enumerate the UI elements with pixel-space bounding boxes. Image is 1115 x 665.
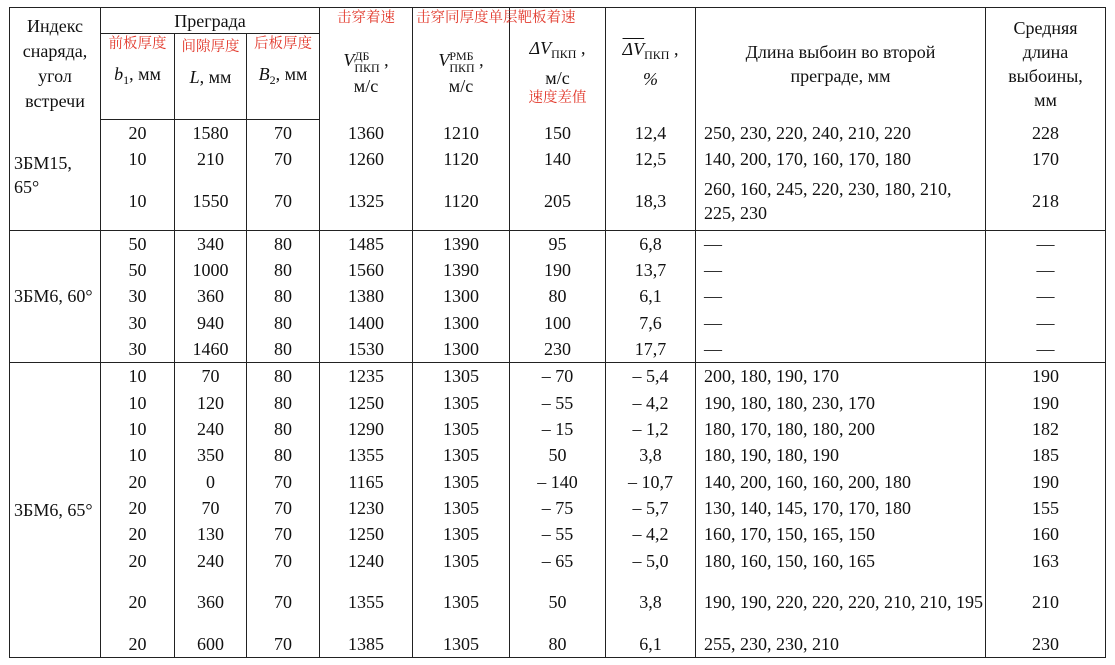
dvp-sub: ПКП [644, 47, 670, 62]
crater-lengths-cell: 260, 160, 245, 220, 230, 180, 210, 225, 230 [696, 173, 986, 231]
vdb-cell: 1260 [320, 146, 413, 172]
gap-cell: 210 [175, 146, 247, 172]
avg-length-cell: 182 [986, 416, 1106, 442]
avg-length-cell: — [986, 310, 1106, 336]
vdb-cell: 1325 [320, 173, 413, 231]
b1-cell: 10 [101, 416, 175, 442]
header-projectile-index: Индекс снаряда, угол встречи [22, 15, 88, 111]
dv-cell: – 15 [510, 416, 606, 442]
dv-percent-cell: – 4,2 [606, 521, 696, 547]
vrmb-cell: 1305 [413, 574, 510, 631]
avg-length-cell: — [986, 230, 1106, 257]
table-body [10, 120, 1106, 658]
gap-cell: 340 [175, 230, 247, 257]
dv-percent-cell: – 5,0 [606, 547, 696, 573]
table-row [10, 547, 1106, 573]
vdb-cell: 1485 [320, 230, 413, 257]
dv-percent-cell: 7,6 [606, 310, 696, 336]
gap-cell: 1000 [175, 257, 247, 283]
table-row [10, 468, 1106, 494]
dv-cell: 95 [510, 230, 606, 257]
dvp-symbol: $\overline{\Delta V}$ [622, 38, 645, 59]
dv-cell: – 55 [510, 390, 606, 416]
dv-symbol: ΔV [529, 37, 552, 58]
gap-cell: 360 [175, 574, 247, 631]
vrmb-cell: 1210 [413, 120, 510, 147]
vdb-symbol: V [343, 49, 355, 70]
avg-length-cell: — [986, 257, 1106, 283]
crater-lengths-cell: 140, 200, 170, 160, 170, 180 [696, 146, 986, 172]
group-name-cell: 3БМ6, 60° [10, 230, 101, 363]
vrmb-cell: 1305 [413, 521, 510, 547]
vrmb-annotation: 击穿同厚度单层靶板着速 [416, 10, 576, 26]
gap-cell: 70 [175, 363, 247, 390]
header-B2 [247, 34, 320, 120]
b2-cell: 80 [247, 336, 320, 363]
b1-cell: 30 [101, 336, 175, 363]
vrmb-cell: 1305 [413, 442, 510, 468]
b1-symbol: b [114, 63, 124, 84]
vdb-cell: 1230 [320, 495, 413, 521]
B2-symbol: B [258, 63, 270, 84]
avg-length-cell: 210 [986, 574, 1106, 631]
table-row [10, 390, 1106, 416]
vrmb-cell: 1305 [413, 468, 510, 494]
avg-length-cell: 190 [986, 363, 1106, 390]
avg-length-cell: — [986, 336, 1106, 363]
dv-cell: 100 [510, 310, 606, 336]
dv-annotation: 速度差值 [528, 89, 587, 106]
table-row [10, 230, 1106, 257]
b1-cell: 20 [101, 631, 175, 658]
avg-length-cell: 190 [986, 390, 1106, 416]
vrmb-cell: 1120 [413, 146, 510, 172]
b1-cell: 20 [101, 120, 175, 147]
avg-length-cell: 185 [986, 442, 1106, 468]
crater-lengths-cell: — [696, 230, 986, 257]
B2-unit: , мм [275, 63, 308, 84]
vrmb-sup: РМБ [449, 48, 474, 63]
dv-cell: – 70 [510, 363, 606, 390]
b1-cell: 10 [101, 363, 175, 390]
crater-lengths-cell: 180, 170, 180, 180, 200 [696, 416, 986, 442]
data-table [9, 7, 1106, 658]
L-unit: , мм [199, 66, 232, 87]
gap-cell: 120 [175, 390, 247, 416]
table-row [10, 363, 1106, 390]
crater-lengths-cell: 180, 160, 150, 160, 165 [696, 547, 986, 573]
dv-percent-cell: 12,5 [606, 146, 696, 172]
b2-cell: 80 [247, 230, 320, 257]
dv-percent-cell: 6,8 [606, 230, 696, 257]
vdb-unit: м/с [353, 75, 379, 96]
dv-cell: 50 [510, 442, 606, 468]
header-b1 [101, 34, 175, 120]
vdb-cell: 1290 [320, 416, 413, 442]
header-avg-length: Средняя длина выбоины, мм [986, 8, 1106, 120]
b2-cell: 70 [247, 521, 320, 547]
b2-cell: 70 [247, 120, 320, 147]
b1-cell: 20 [101, 495, 175, 521]
dv-percent-cell: 18,3 [606, 173, 696, 231]
dv-cell: 140 [510, 146, 606, 172]
b2-cell: 80 [247, 416, 320, 442]
gap-cell: 0 [175, 468, 247, 494]
vrmb-cell: 1300 [413, 310, 510, 336]
crater-lengths-cell: 130, 140, 145, 170, 170, 180 [696, 495, 986, 521]
dv-cell: 50 [510, 574, 606, 631]
dvp-unit: % [643, 68, 658, 89]
vdb-cell: 1250 [320, 521, 413, 547]
b1-cell: 20 [101, 521, 175, 547]
vdb-cell: 1240 [320, 547, 413, 573]
group-name-cell: 3БМ15, 65° [14, 152, 72, 197]
vdb-annotation: 击穿着速 [337, 10, 395, 26]
b2-cell: 70 [247, 468, 320, 494]
gap-cell: 360 [175, 283, 247, 309]
vdb-cell: 1400 [320, 310, 413, 336]
gap-cell: 350 [175, 442, 247, 468]
gap-cell: 1580 [175, 120, 247, 147]
vdb-sup: ДБ [354, 48, 370, 63]
b1-cell: 20 [101, 574, 175, 631]
dv-cell: 230 [510, 336, 606, 363]
dv-percent-cell: – 10,7 [606, 468, 696, 494]
avg-length-cell: 228 [986, 120, 1106, 147]
vrmb-cell: 1305 [413, 416, 510, 442]
header-obstacle: Преграда [101, 8, 320, 34]
vdb-cell: 1355 [320, 574, 413, 631]
header-dv-percent: $\overline{\Delta V}_{ПКП}$ , % [606, 8, 696, 120]
b2-cell: 80 [247, 442, 320, 468]
B2-sub: 2 [269, 72, 276, 87]
dv-unit: м/с [545, 67, 570, 88]
dv-percent-cell: 13,7 [606, 257, 696, 283]
table-row [10, 442, 1106, 468]
table-row [10, 521, 1106, 547]
vrmb-cell: 1300 [413, 336, 510, 363]
vrmb-cell: 1390 [413, 257, 510, 283]
vdb-cell: 1355 [320, 442, 413, 468]
b1-unit: , мм [129, 63, 161, 84]
vdb-cell: 1385 [320, 631, 413, 658]
vdb-cell: 1235 [320, 363, 413, 390]
vrmb-cell: 1305 [413, 631, 510, 658]
dv-percent-cell: 6,1 [606, 283, 696, 309]
vrmb-cell: 1305 [413, 390, 510, 416]
dv-percent-cell: – 4,2 [606, 390, 696, 416]
L-symbol: L [189, 66, 200, 87]
b1-cell: 20 [101, 468, 175, 494]
b1-cell: 30 [101, 310, 175, 336]
vrmb-symbol: V [438, 49, 450, 70]
vrmb-cell: 1305 [413, 363, 510, 390]
dv-cell: – 55 [510, 521, 606, 547]
crater-lengths-cell: — [696, 283, 986, 309]
b2-cell: 70 [247, 631, 320, 658]
dv-percent-cell: 3,8 [606, 574, 696, 631]
header-dv: $\Delta V_{ПКП}$ , м/с 速度差值 [510, 8, 606, 120]
L-annotation: 间隙厚度 [181, 38, 240, 55]
avg-length-cell: 155 [986, 495, 1106, 521]
avg-length-cell: 170 [986, 146, 1106, 172]
dv-percent-cell: – 1,2 [606, 416, 696, 442]
gap-cell: 1460 [175, 336, 247, 363]
b1-cell: 10 [101, 146, 175, 172]
vdb-cell: 1560 [320, 257, 413, 283]
b1-cell: 20 [101, 547, 175, 573]
b1-cell: 50 [101, 230, 175, 257]
dv-cell: 205 [510, 173, 606, 231]
crater-lengths-cell: 250, 230, 220, 240, 210, 220 [696, 120, 986, 147]
b2-cell: 80 [247, 257, 320, 283]
gap-cell: 240 [175, 416, 247, 442]
gap-cell: 1550 [175, 173, 247, 231]
dv-cell: 190 [510, 257, 606, 283]
b2-cell: 70 [247, 547, 320, 573]
crater-lengths-cell: — [696, 310, 986, 336]
b1-cell: 10 [101, 173, 175, 231]
header-vdb: 击穿着速 V ДБ ПКП , м/с [320, 8, 413, 120]
table-row [10, 257, 1106, 283]
dv-cell: 80 [510, 283, 606, 309]
table-row [10, 495, 1106, 521]
header-crater-length: Длина выбоин во второй преграде, мм [696, 8, 986, 120]
dv-cell: – 140 [510, 468, 606, 494]
dv-cell: 150 [510, 120, 606, 147]
b2-cell: 80 [247, 283, 320, 309]
avg-length-cell: 218 [986, 173, 1106, 231]
b2-cell: 80 [247, 390, 320, 416]
dv-percent-cell: 17,7 [606, 336, 696, 363]
gap-cell: 70 [175, 495, 247, 521]
crater-lengths-cell: — [696, 336, 986, 363]
table-row [10, 310, 1106, 336]
crater-lengths-cell: — [696, 257, 986, 283]
gap-cell: 240 [175, 547, 247, 573]
dv-cell: 80 [510, 631, 606, 658]
b1-sub: 1 [123, 72, 130, 87]
vrmb-sub: ПКП [449, 60, 475, 75]
table-row [10, 336, 1106, 363]
table-row [10, 173, 1106, 231]
vdb-cell: 1165 [320, 468, 413, 494]
vdb-cell: 1530 [320, 336, 413, 363]
dv-cell: – 75 [510, 495, 606, 521]
dv-percent-cell: 3,8 [606, 442, 696, 468]
avg-length-cell: 160 [986, 521, 1106, 547]
avg-length-cell: 230 [986, 631, 1106, 658]
table-row [10, 416, 1106, 442]
crater-lengths-cell: 200, 180, 190, 170 [696, 363, 986, 390]
table-row [10, 631, 1106, 658]
b2-cell: 70 [247, 146, 320, 172]
dv-percent-cell: – 5,4 [606, 363, 696, 390]
gap-cell: 130 [175, 521, 247, 547]
vdb-cell: 1380 [320, 283, 413, 309]
dv-sub: ПКП [551, 46, 577, 61]
B2-annotation: 后板厚度 [254, 35, 312, 52]
header-L [175, 34, 247, 120]
dv-cell: – 65 [510, 547, 606, 573]
avg-length-cell: — [986, 283, 1106, 309]
crater-lengths-cell: 255, 230, 230, 210 [696, 631, 986, 658]
vdb-cell: 1250 [320, 390, 413, 416]
dv-percent-cell: 12,4 [606, 120, 696, 147]
avg-length-cell: 163 [986, 547, 1106, 573]
gap-cell: 940 [175, 310, 247, 336]
b2-cell: 70 [247, 495, 320, 521]
vrmb-cell: 1390 [413, 230, 510, 257]
crater-lengths-cell: 190, 190, 220, 220, 220, 210, 210, 195 [696, 574, 986, 631]
crater-lengths-cell: 180, 190, 180, 190 [696, 442, 986, 468]
b2-cell: 80 [247, 363, 320, 390]
dv-percent-cell: 6,1 [606, 631, 696, 658]
vrmb-cell: 1305 [413, 547, 510, 573]
dv-percent-cell: – 5,7 [606, 495, 696, 521]
crater-lengths-cell: 140, 200, 160, 160, 200, 180 [696, 468, 986, 494]
table-row [10, 146, 1106, 172]
crater-lengths-cell: 190, 180, 180, 230, 170 [696, 390, 986, 416]
b2-cell: 70 [247, 574, 320, 631]
avg-length-cell: 190 [986, 468, 1106, 494]
gap-cell: 600 [175, 631, 247, 658]
table-row [10, 120, 1106, 147]
table-row [10, 574, 1106, 631]
b1-annotation: 前板厚度 [108, 35, 167, 52]
vrmb-cell: 1120 [413, 173, 510, 231]
b2-cell: 70 [247, 173, 320, 231]
b2-cell: 80 [247, 310, 320, 336]
b1-cell: 10 [101, 390, 175, 416]
vrmb-unit: м/с [448, 75, 474, 96]
b1-cell: 50 [101, 257, 175, 283]
vrmb-cell: 1305 [413, 495, 510, 521]
group-name-cell: 3БМ6, 65° [10, 363, 101, 658]
vdb-sub: ПКП [354, 60, 380, 75]
crater-lengths-cell: 160, 170, 150, 165, 150 [696, 521, 986, 547]
vdb-cell: 1360 [320, 120, 413, 147]
header-vrmb: 击穿同厚度单层靶板着速 V РМБ ПКП , м/с [413, 8, 510, 120]
b1-cell: 10 [101, 442, 175, 468]
table-row [10, 283, 1106, 309]
b1-cell: 30 [101, 283, 175, 309]
vrmb-cell: 1300 [413, 283, 510, 309]
